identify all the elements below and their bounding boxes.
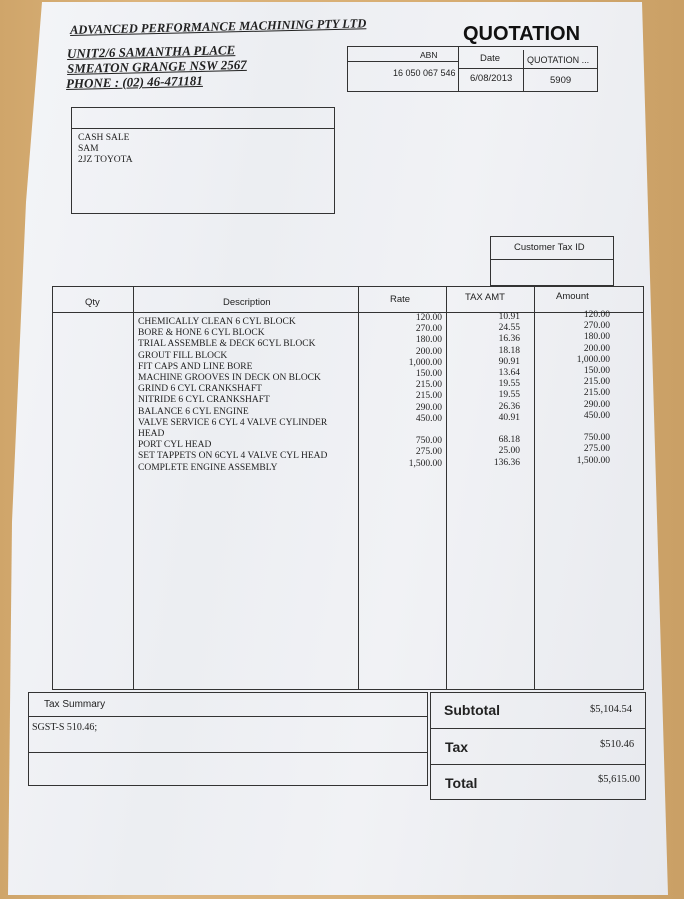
header-tax-amt: TAX AMT [465,292,505,303]
rate-column [380,313,442,470]
col-divider-qty [133,287,134,690]
customer-tax-id-label: Customer Tax ID [514,242,585,253]
header-qty: Qty [85,297,100,308]
item-amount: 275.00 [583,444,610,455]
abn-label: ABN [420,50,438,60]
item-tax: 18.18 [498,345,520,356]
customer-line-2: SAM [78,144,99,155]
header-description: Description [223,297,271,308]
col-divider-tax [534,287,535,690]
subtotal-label: Subtotal [444,702,500,718]
item-amount: 200.00 [583,343,610,354]
item-tax: 26.36 [498,401,520,412]
customer-line-1: CASH SALE [78,133,130,143]
abn-value: 16 050 067 546 [393,68,456,78]
company-address-line1: UNIT2/6 SAMANTHA PLACE [66,42,236,61]
total-label: Total [445,775,478,791]
tax-label: Tax [445,739,469,755]
total-value: $5,615.00 [598,774,640,785]
item-amount: 750.00 [583,433,610,444]
item-amount [560,422,610,433]
item-description: SET TAPPETS ON 6CYL 4 VALVE CYL HEAD [138,451,328,462]
item-description: TRIAL ASSEMBLE & DECK 6CYL BLOCK [138,339,316,350]
totals-line-1 [431,728,645,729]
item-rate: 450.00 [415,413,442,424]
item-description: GRIND 6 CYL CRANKSHAFT [138,384,262,395]
item-rate [380,425,442,436]
item-rate: 290.00 [415,402,442,413]
item-amount: 1,000.00 [576,354,610,365]
date-label: Date [480,53,501,64]
item-description: BORE & HONE 6 CYL BLOCK [138,328,265,339]
item-rate: 120.00 [415,313,442,323]
header-divider-2 [523,50,524,92]
item-rate: 1,000.00 [408,357,442,368]
item-description: BALANCE 6 CYL ENGINE [138,406,249,417]
item-rate: 215.00 [415,391,442,402]
item-amount: 150.00 [583,366,610,377]
tax-summary-line-1 [29,716,427,717]
item-description: CHEMICALLY CLEAN 6 CYL BLOCK [138,317,296,327]
customer-line-3: 2JZ TOYOTA [78,155,133,166]
item-description: COMPLETE ENGINE ASSEMBLY [138,462,278,473]
item-amount: 290.00 [583,399,610,410]
item-tax: 13.64 [498,368,520,379]
item-tax: 19.55 [498,379,520,390]
header-rate: Rate [390,294,411,305]
date-value: 6/08/2013 [470,73,513,84]
item-description: GROUT FILL BLOCK [138,350,228,361]
item-amount: 450.00 [583,410,610,421]
item-amount: 120.00 [583,310,610,320]
item-rate: 270.00 [415,324,442,335]
subtotal-value: $5,104.54 [590,704,632,715]
item-tax: 19.55 [498,390,520,401]
item-rate: 150.00 [415,369,442,380]
item-description: VALVE SERVICE 6 CYL 4 VALVE CYLINDER [138,417,328,428]
item-rate: 1,500.00 [408,458,442,469]
item-rate: 200.00 [415,346,442,357]
item-rate: 215.00 [415,380,442,391]
item-rate: 275.00 [415,447,442,458]
header-amount: Amount [556,291,589,302]
item-rate: 180.00 [415,335,442,346]
totals-line-2 [431,764,645,765]
item-amount: 215.00 [583,388,610,399]
header-abn-line [348,61,458,62]
item-amount: 1,500.00 [576,455,610,466]
item-amount: 180.00 [583,332,610,343]
item-tax: 90.91 [498,356,520,367]
item-tax: 25.00 [498,446,520,457]
header-date-line [459,68,597,69]
header-divider-1 [458,46,459,92]
item-amount: 270.00 [583,321,610,332]
item-tax: 16.36 [498,334,520,345]
company-name: ADVANCED PERFORMANCE MACHINING PTY LTD [69,16,367,37]
tax-summary-value: SGST-S 510.46; [32,722,98,733]
tax-value: $510.46 [600,739,635,750]
tax-summary-line-2 [29,752,427,753]
customer-box-line [72,128,334,129]
item-description: MACHINE GROOVES IN DECK ON BLOCK [138,373,321,384]
item-description: NITRIDE 6 CYL CRANKSHAFT [138,395,270,406]
item-rate: 750.00 [415,436,442,447]
item-tax: 24.55 [498,323,520,334]
item-tax: 136.36 [493,457,520,468]
quotation-number-label: QUOTATION ... [527,55,590,65]
tax-summary-label: Tax Summary [44,699,106,710]
item-amount: 215.00 [583,377,610,388]
company-address-line2: SMEATON GRANGE NSW 2567 [66,56,247,76]
amount-column [560,310,610,467]
customer-tax-id-line [491,259,613,260]
item-description: FIT CAPS AND LINE BORE [138,361,253,372]
customer-details [78,133,133,167]
tax-column [474,312,520,469]
item-tax: 68.18 [498,435,520,446]
description-column [138,317,368,474]
item-description: PORT CYL HEAD [138,440,212,451]
item-description: HEAD [138,429,165,440]
item-tax [474,424,520,435]
quotation-number-value: 5909 [550,75,572,86]
items-table-header-line [53,312,643,313]
document-title: QUOTATION [463,23,581,45]
company-phone: PHONE : (02) 46-471181 [65,72,203,91]
item-tax: 10.91 [498,312,520,322]
item-tax: 40.91 [498,412,520,423]
col-divider-rate [446,287,447,690]
